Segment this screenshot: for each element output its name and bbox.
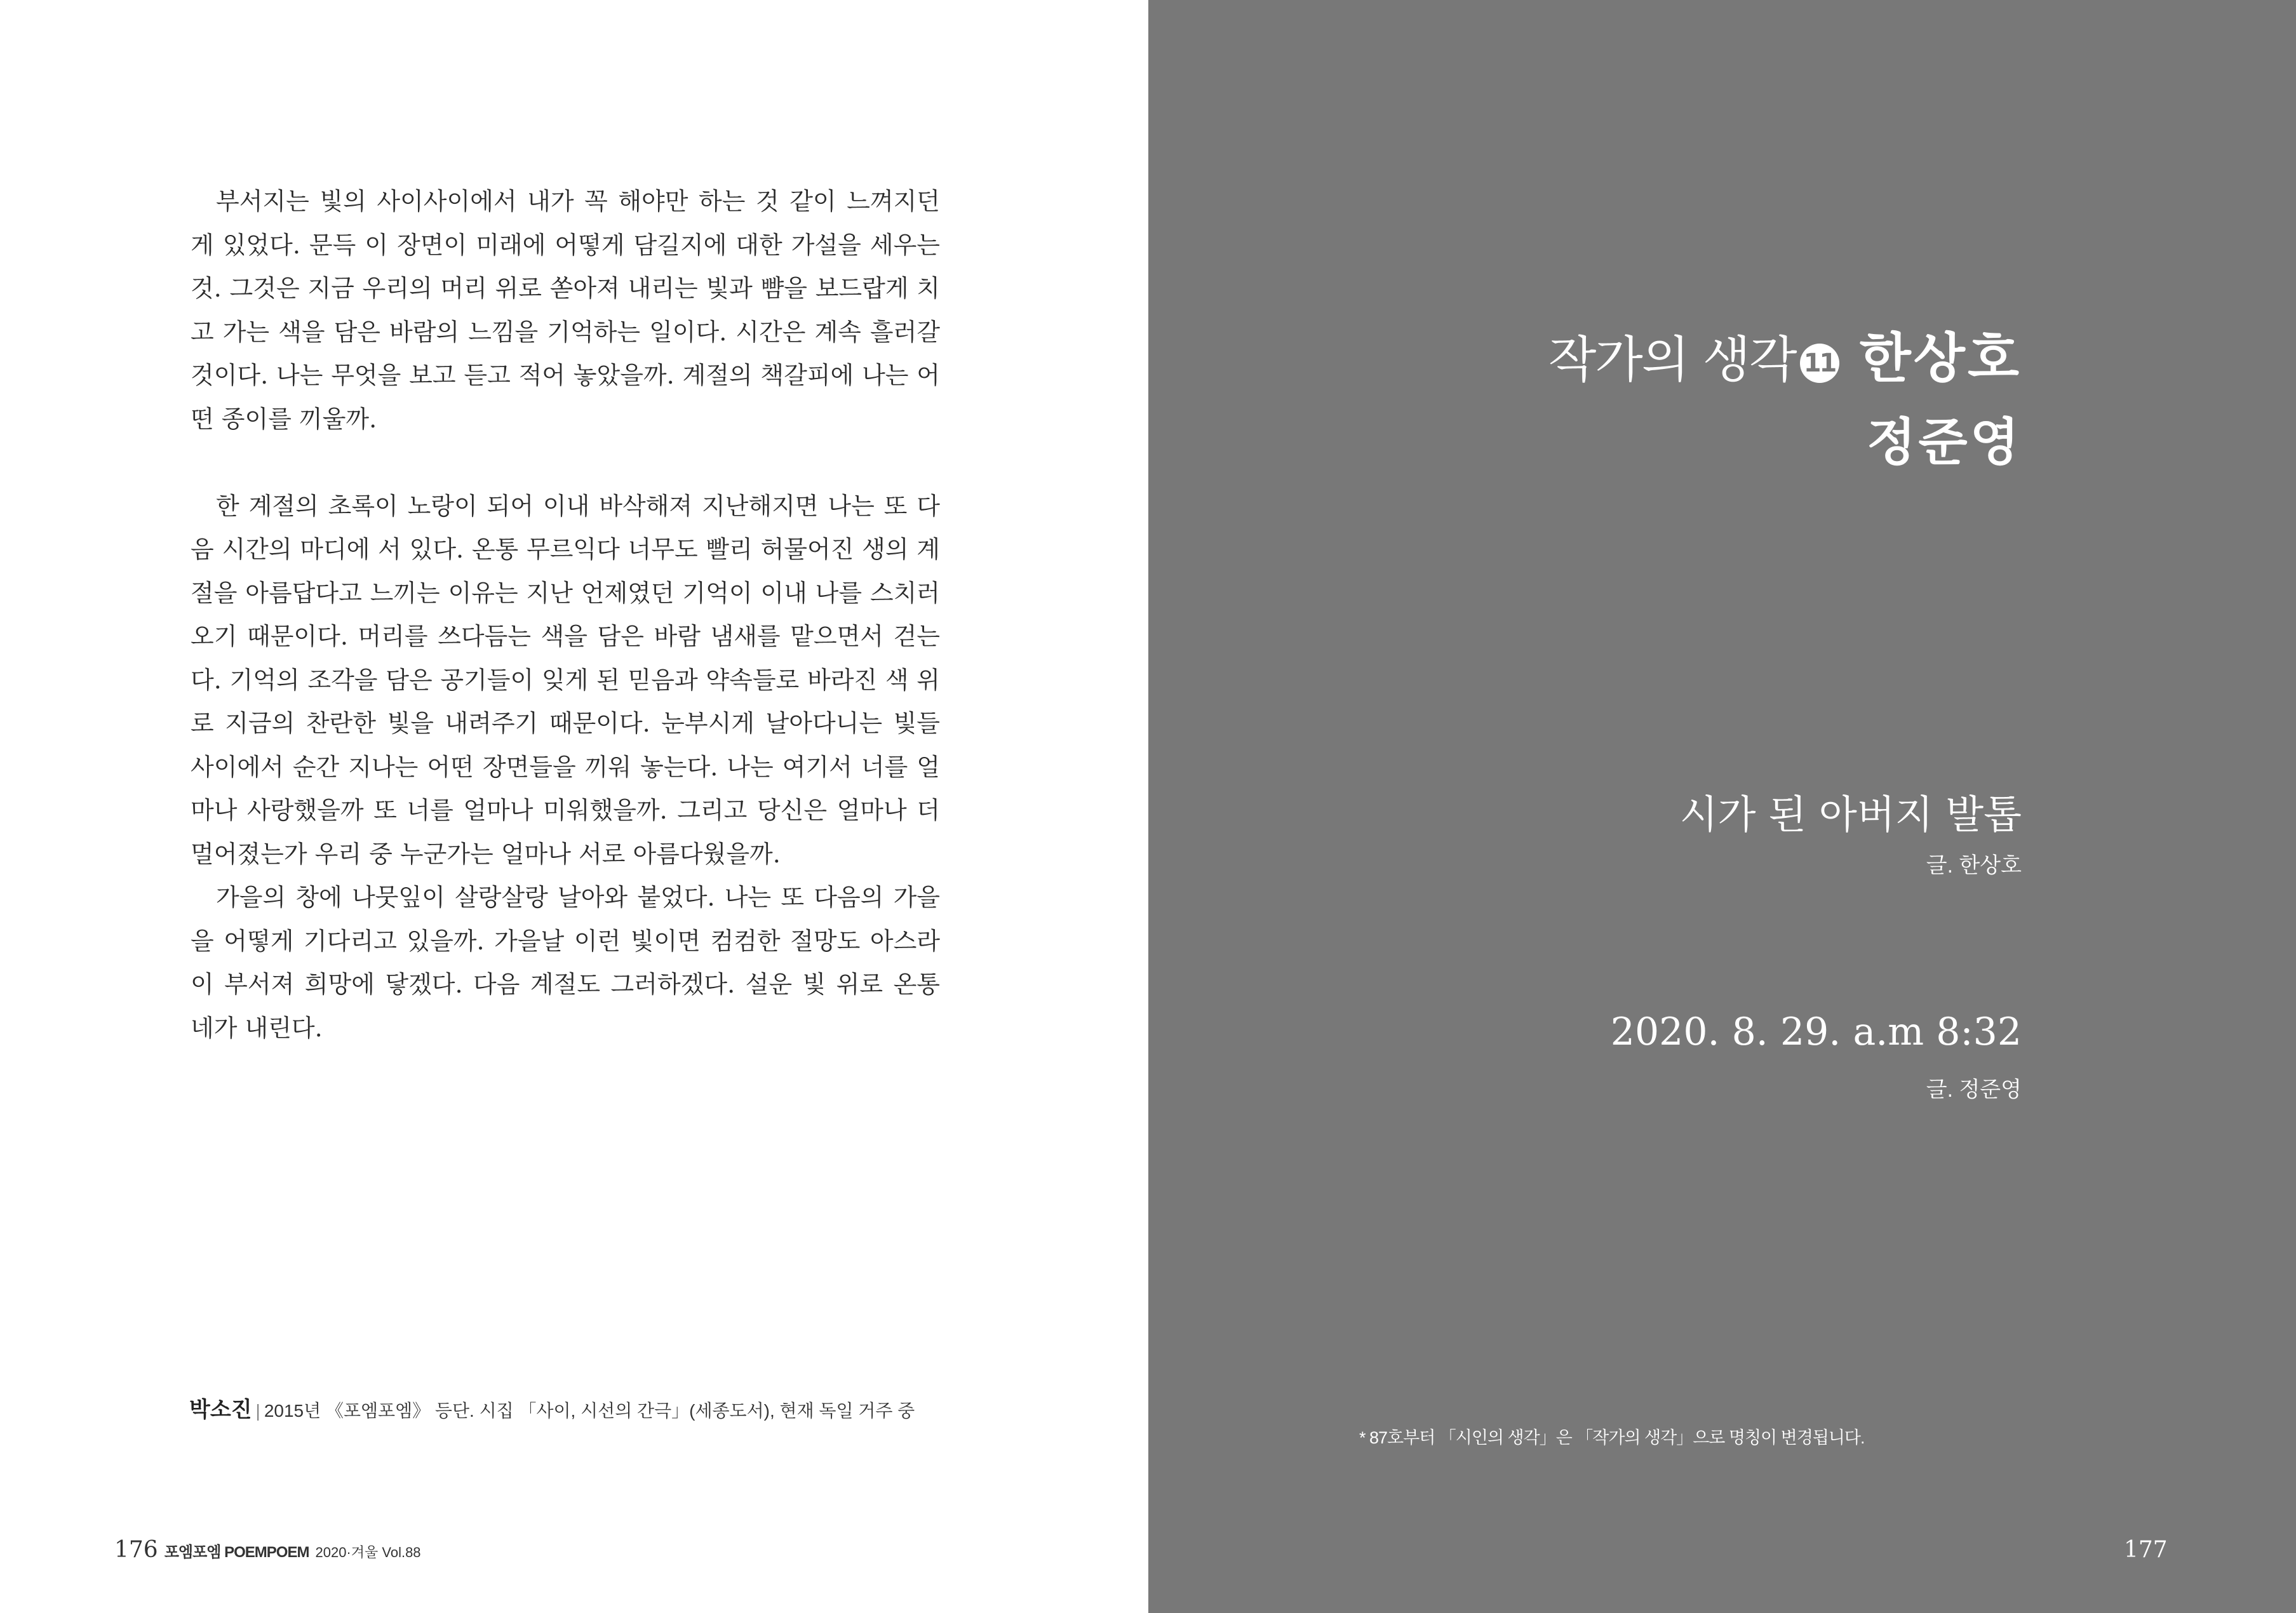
magazine-name: 포엠포엠 POEMPOEM [164,1544,309,1561]
page-number-left: 176 [114,1537,158,1563]
bio-text: 2015년 《포엠포엠》 등단. 시집 「사이, 시선의 간극」(세종도서), 현재 독일 거주 중 [264,1401,915,1421]
right-page [1148,0,2296,1613]
paragraph-gap [191,441,940,485]
page-number-right: 177 [2124,1537,2168,1563]
poem-title-1: 시가 된 아버지 발톱 [1679,791,2022,838]
bio-name: 박소진 [189,1398,252,1422]
essay-body [191,180,940,1050]
series-heading [1548,316,2022,392]
essay-paragraph-2: 한 계절의 초록이 노랑이 되어 이내 바삭해져 지난해지면 나는 또 다음 시간의 마디에 서 있다. 온통 무르익다 너무도 빨리 허물어진 생의 계절을 아름답다고 느끼는 이유는 지난 언제였던 기억이 이내 나를 스치러 오기 때문이다. 머리를 쓰다듬는 색을 담은 바람 냄새를 맡으면서 걷는다. 기억의 조각을 담은 공기들이 잊게 된 믿음과 약속들로 바라진 색 위로 지금의 찬란한 빛을 내려주기 때문이다. 눈부시게 날아다니는 빛들 사이에서 순간 지나는 어떤 장면들을 끼워 놓는다. 나는 여기서 너를 얼마나 사랑했을까 또 너를 얼마나 미워했을까. 그리고 당신은 얼마나 더 멀어졌는가 우리 중 누군가는 얼마나 서로 아름다웠을까. [191,492,940,868]
bio-separator: | [255,1401,260,1421]
series-title: 작가의 생각 [1548,331,1796,389]
series-number-badge: 11 [1800,344,1839,383]
featured-name: 한상호 [1859,326,2022,389]
folio-left [114,1537,421,1563]
author-bio [189,1392,915,1423]
issue-label: 2020·겨울 Vol.88 [315,1544,421,1560]
poem-byline-2: 글. 정준영 [1926,1078,2022,1102]
author-name: 정준영 [1867,412,2022,472]
essay-paragraph-1: 부서지는 빛의 사이사이에서 내가 꼭 해야만 하는 것 같이 느껴지던 게 있었다. 문득 이 장면이 미래에 어떻게 담길지에 대한 가설을 세우는 것. 그것은 지금 우리의 머리 위로 쏟아져 내리는 빛과 뺨을 보드랍게 치고 가는 색을 담은 바람의 느낌을 기억하는 일이다. 시간은 계속 흘러갈 것이다. 나는 무엇을 보고 듣고 적어 놓았을까. 계절의 책갈피에 나는 어떤 종이를 끼울까. [191,187,940,433]
poem-title-2: 2020. 8. 29. a.m 8:32 [1610,1010,2022,1054]
poem-byline-1: 글. 한상호 [1926,853,2022,878]
essay-paragraph-3: 가을의 창에 나뭇잎이 살랑살랑 날아와 붙었다. 나는 또 다음의 가을을 어떻게 기다리고 있을까. 가을날 이런 빛이면 컴컴한 절망도 아스라이 부서져 희망에 닿겠다. 다음 계절도 그러하겠다. 설운 빛 위로 온통 네가 내린다. [191,883,940,1042]
series-rename-footnote: * 87호부터 「시인의 생각」은 「작가의 생각」으로 명칭이 변경됩니다. [1359,1428,1865,1447]
